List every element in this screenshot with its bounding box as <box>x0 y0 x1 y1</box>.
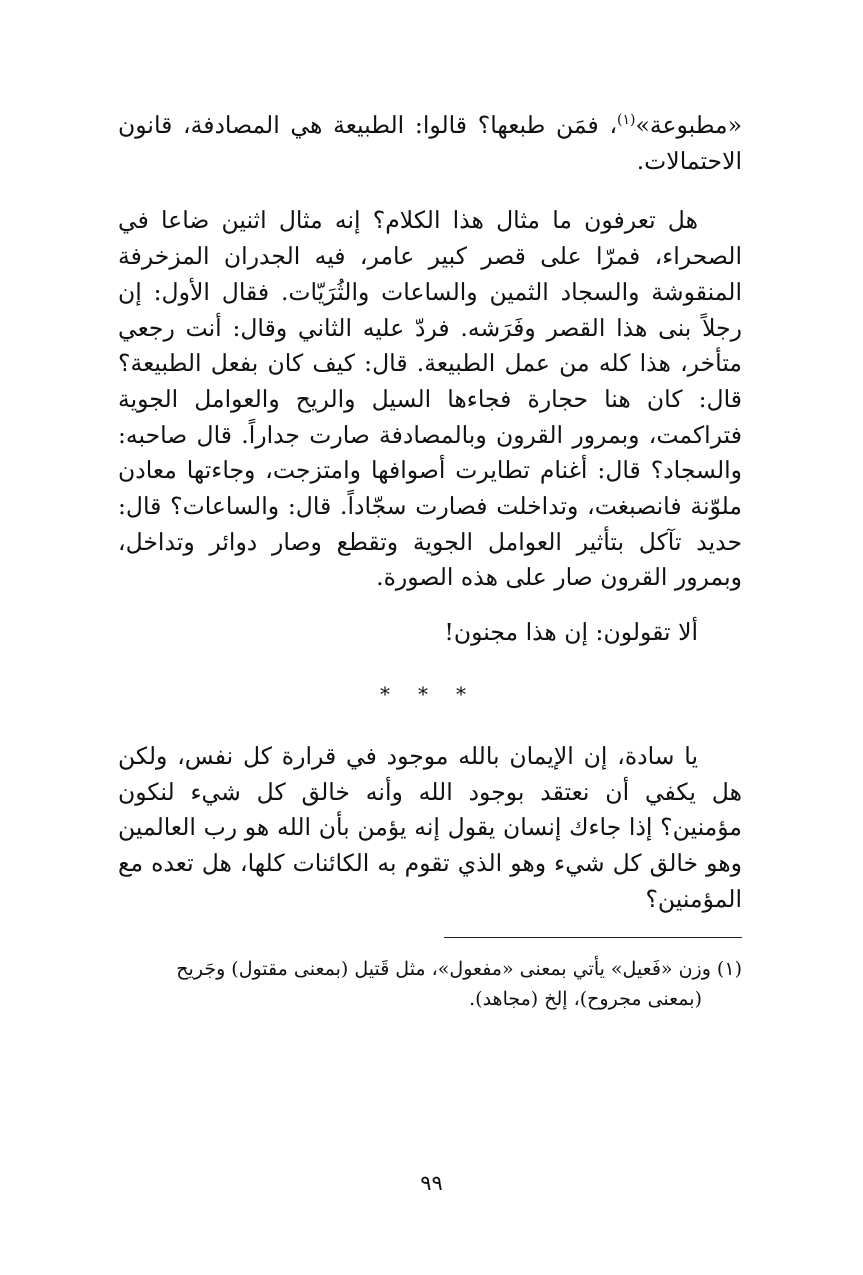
page-number: ٩٩ <box>420 1171 443 1195</box>
paragraph-1 <box>118 108 742 179</box>
separator-star: * <box>456 681 480 706</box>
section-separator <box>118 679 742 709</box>
footnote-reference[interactable]: (١) <box>617 112 636 129</box>
paragraph-4: يا سادة، إن الإيمان بالله موجود في قرارة كل نفس، ولكن هل يكفي أن نعتقد بوجود الله وأنه خالق كل شيء لنكون مؤمنين؟ إذا جاءك إنسان يقول إنه يؤمن بأن الله هو رب العالمين وهو خالق كل شيء وهو الذي تقوم به الكائنات كلها، هل تعده مع المؤمنين؟ <box>118 741 742 913</box>
separator-star: * <box>418 681 442 706</box>
footnote-line-1: (١) وزن «فَعيل» يأتي بمعنى «مفعول»، مثل قَتيل (بمعنى مقتول) وجَريح <box>176 958 742 981</box>
paragraph-1-quote: «مطبوعة» <box>635 111 742 139</box>
paragraph-2: هل تعرفون ما مثال هذا الكلام؟ إنه مثال اثنين ضاعا في الصحراء، فمرّا على قصر كبير عامر، فيه الجدران المزخرفة المنقوشة والسجاد الثمين والساعات والثُرَيّات. فقال الأول: إن رجلاً بنى هذا القصر وفَرَشه. فردّ عليه الثاني وقال: أنت رجعي متأخر، هذا كله من عمل الطبيعة. قال: كيف كان بفعل الطبيعة؟ قال: كان هنا حجارة فجاءها السيل والريح والعوامل الجوية فتراكمت، وبمرور القرون وبالمصادفة صارت جداراً. قال صاحبه: والسجاد؟ قال: أغنام تطايرت أصوافها وامتزجت، وجاءتها معادن ملوّنة فانصبغت، وتداخلت فصارت سجّاداً. قال: والساعات؟ قال: حديد تآكل بتأثير العوامل الجوية وتقطع وصار دوائر وتداخل، وبمرور القرون صار على هذه الصورة. <box>118 206 742 592</box>
separator-star: * <box>380 681 404 706</box>
footnote <box>118 954 742 1014</box>
book-page <box>118 108 742 1208</box>
footnote-divider <box>444 937 742 938</box>
paragraph-3: ألا تقولون: إن هذا مجنون! <box>444 618 698 647</box>
footnote-line-2: (بمعنى مجروح)، إلخ (مجاهد). <box>469 988 702 1011</box>
paragraph-1-rest: ، فمَن طبعها؟ قالوا: الطبيعة هي المصادفة، قانون الاحتمالات. <box>118 111 742 175</box>
